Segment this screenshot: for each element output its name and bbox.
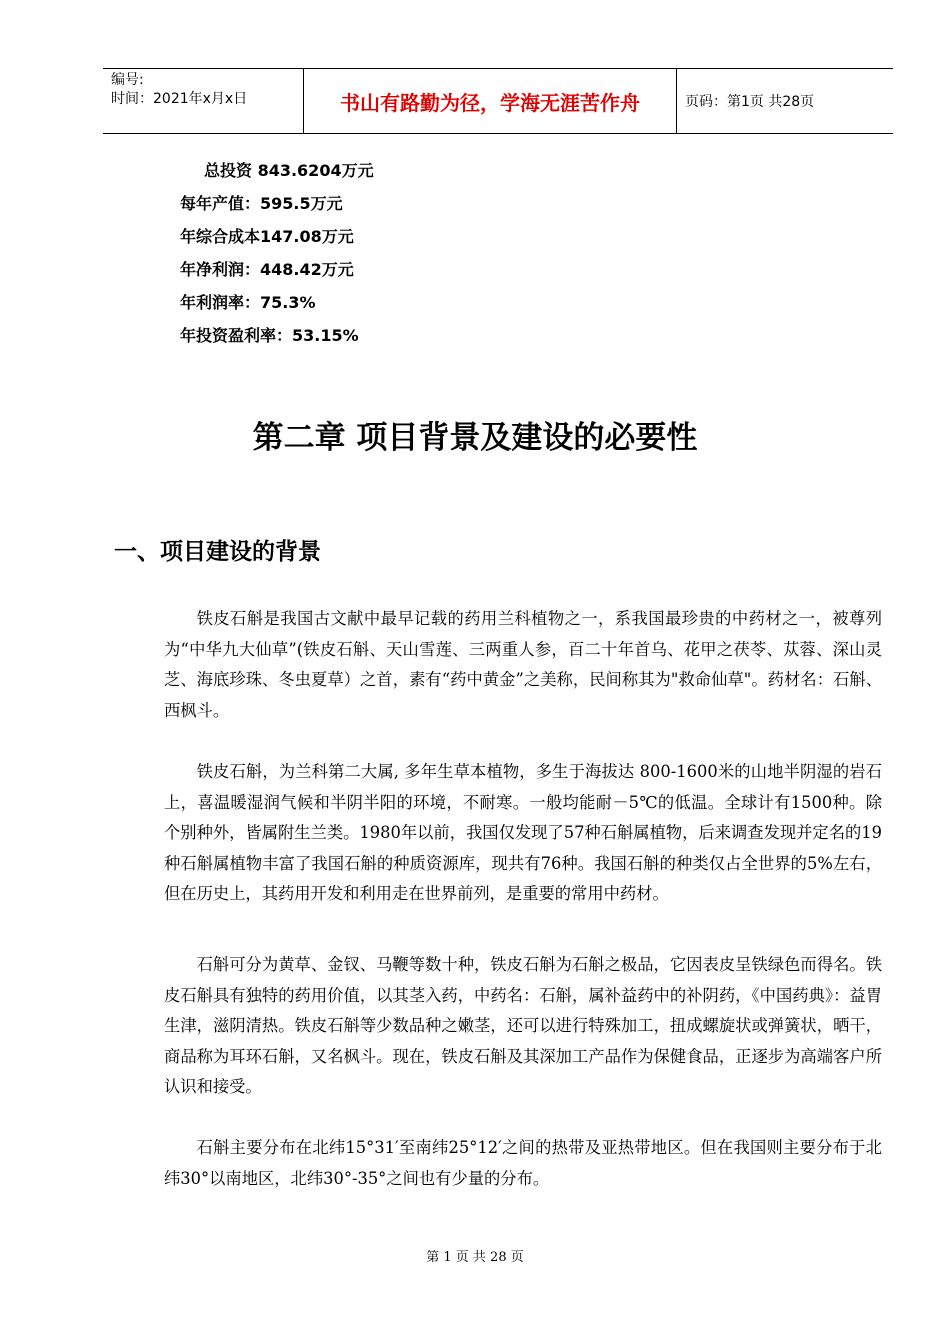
annual-cost: 年综合成本147.08万元	[180, 227, 354, 246]
header-motto: 书山有路勤为径，学海无涯苦作舟	[303, 69, 677, 133]
page-header	[103, 68, 893, 134]
section-title: 一、项目建设的背景	[114, 539, 321, 565]
time-label: 时间：2021年x月x日	[111, 91, 248, 107]
annual-net-profit: 年净利润：448.42万元	[180, 260, 354, 279]
paragraph: 铁皮石斛，为兰科第二大属, 多年生草本植物，多生于海拔达 800-1600米的山地半阴湿的岩石上，喜温暖湿润气候和半阴半阳的环境，不耐寒。一般均能耐－5℃的低温。全球计有1500种。除个别种外，皆属附生兰类。1980年以前，我国仅发现了57种石斛属植物，后来调查发现并定名的19种石斛属植物丰富了我国石斛的种质资源库，现共有76种。我国石斛的种类仅占全世界的5%左右，但在历史上，其药用开发和利用走在世界前列，是重要的常用中药材。	[164, 762, 882, 903]
number-label: 编号:	[111, 72, 144, 88]
page-footer: 第 1 页 共 28 页	[426, 1250, 524, 1265]
annual-output: 每年产值：595.5万元	[180, 194, 343, 213]
header-page-label: 页码：第1页 共28页	[685, 94, 815, 110]
paragraph: 石斛可分为黄草、金钗、马鞭等数十种，铁皮石斛为石斛之极品，它因表皮呈铁绿色而得名。铁皮石斛具有独特的药用价值，以其茎入药，中药名：石斛，属补益药中的补阴药，《中国药典》：益胃生津，滋阴清热。铁皮石斛等少数品种之嫩茎，还可以进行特殊加工，扭成螺旋状或弹簧状，晒干，商品称为耳环石斛，又名枫斗。现在，铁皮石斛及其深加工产品作为保健食品，正逐步为高端客户所认识和接受。	[164, 955, 882, 1096]
annual-profit-rate: 年利润率：75.3%	[180, 293, 316, 312]
header-meta	[103, 69, 303, 133]
paragraph: 石斛主要分布在北纬15°31′至南纬25°12′之间的热带及亚热带地区。但在我国则主要分布于北纬30°以南地区，北纬30°-35°之间也有少量的分布。	[164, 1138, 882, 1188]
annual-roi: 年投资盈利率：53.15%	[180, 326, 359, 345]
total-investment: 总投资 843.6204万元	[204, 161, 374, 180]
investment-summary	[180, 157, 374, 355]
paragraph: 铁皮石斛是我国古文献中最早记载的药用兰科植物之一，系我国最珍贵的中药材之一，被尊列为“中华九大仙草”(铁皮石斛、天山雪莲、三两重人参，百二十年首乌、花甲之茯苓、苁蓉、深山灵芝、海底珍珠、冬虫夏草）之首，素有“药中黄金”之美称，民间称其为"救命仙草"。药材名：石斛、西枫斗。	[164, 609, 882, 720]
chapter-title: 第二章 项目背景及建设的必要性	[252, 420, 698, 456]
